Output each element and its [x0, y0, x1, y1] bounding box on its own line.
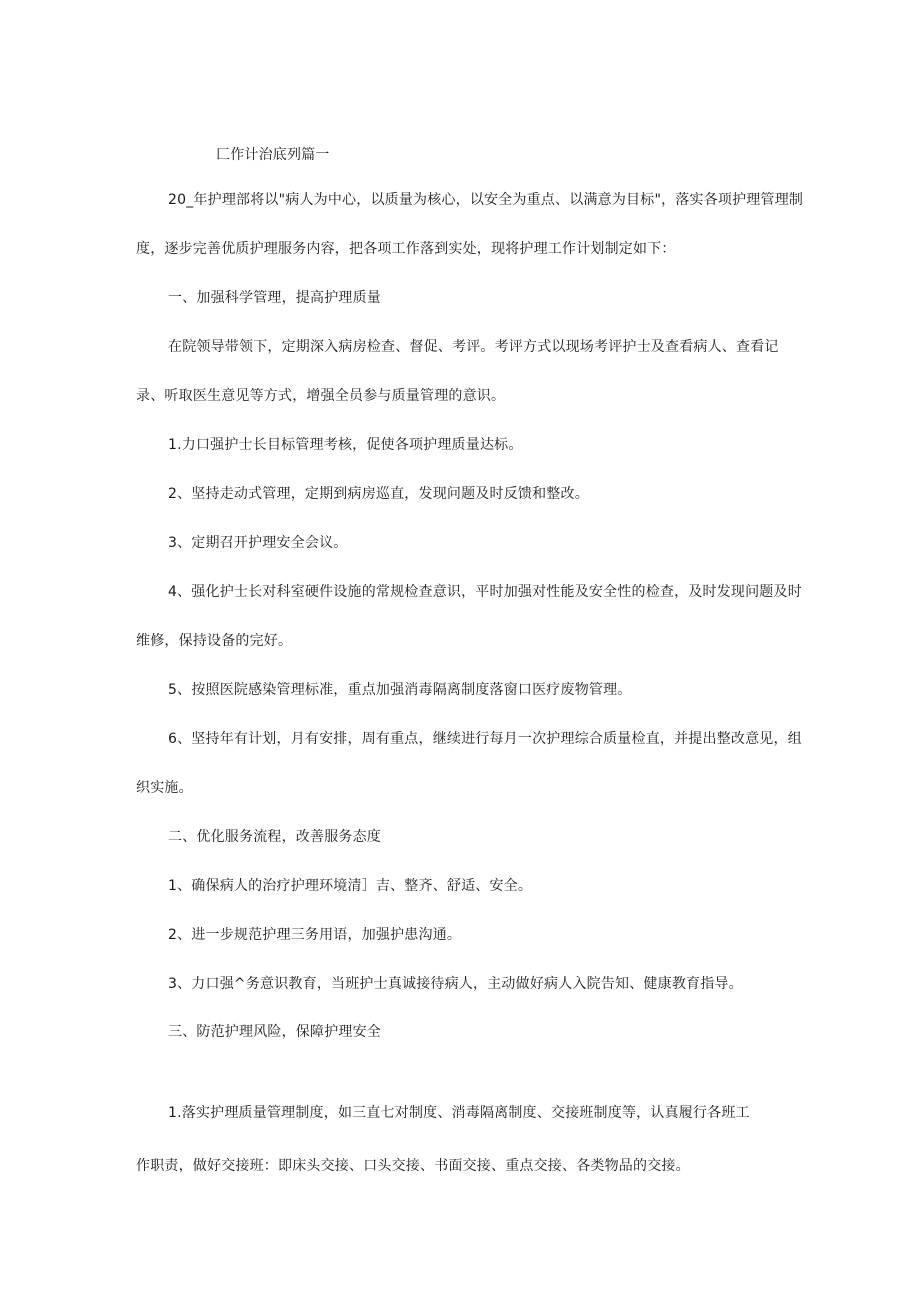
list-item-continuation: 作职责，做好交接班：即床头交接、口头交接、书面交接、重点交接、各类物品的交接。: [136, 1158, 690, 1174]
section-heading: 二、优化服务流程，改善服务态度: [168, 829, 381, 845]
list-item: 1、确保病人的治疗护理环境清］吉、整齐、舒适、安全。: [168, 878, 533, 894]
list-item: 4、强化护士长对科室硬件设施的常规检查意识，平时加强对性能及安全性的检查，及时发现问题及时: [168, 584, 802, 600]
list-item: 5、按照医院感染管理标准，重点加强消毒隔离制度落窗口医疗废物管理。: [168, 682, 632, 698]
list-item: 3、力口强^务意识教育，当班护士真诚接待病人，主动做好病人入院告知、健康教育指导。: [168, 976, 743, 992]
document-title: 匚作计治底列篇一: [216, 147, 330, 163]
list-item-continuation: 维修，保持设备的完好。: [136, 633, 293, 649]
paragraph-line: 20_年护理部将以"病人为中心，以质量为核心，以安全为重点、以满意为目标"，落实各项护理管理制: [168, 192, 804, 208]
section-heading: 三、防范护理风险，保障护理安全: [168, 1024, 381, 1040]
list-item: 1.力口强护士长目标管理考核，促使各项护理质量达标。: [168, 437, 523, 453]
section-heading: 一、加强科学管理，提高护理质量: [168, 290, 381, 306]
list-item: 3、定期召开护理安全会议。: [168, 535, 348, 551]
paragraph-line: 录、听取医生意见等方式，增强全员参与质量管理的意识。: [136, 388, 506, 404]
list-item: 6、坚持年有计划，月有安排，周有重点，继续进行每月一次护理综合质量检直，并提出整改意见，组: [168, 731, 802, 747]
paragraph-line: 在院领导带领下，定期深入病房检查、督促、考评。考评方式以现场考评护士及查看病人、查看记: [168, 339, 779, 355]
list-item: 2、坚持走动式管理，定期到病房巡直，发现问题及时反馈和整改。: [168, 486, 589, 502]
paragraph-line: 度，逐步完善优质护理服务内容，把各项工作落到实处，现将护理工作计划制定如下：: [136, 241, 676, 257]
list-item: 2、进一步规范护理三务用语，加强护患沟通。: [168, 927, 462, 943]
list-item: 1.落实护理质量管理制度，如三直七对制度、消毒隔离制度、交接班制度等，认真履行各班工: [168, 1105, 750, 1121]
list-item-continuation: 织实施。: [136, 780, 193, 796]
